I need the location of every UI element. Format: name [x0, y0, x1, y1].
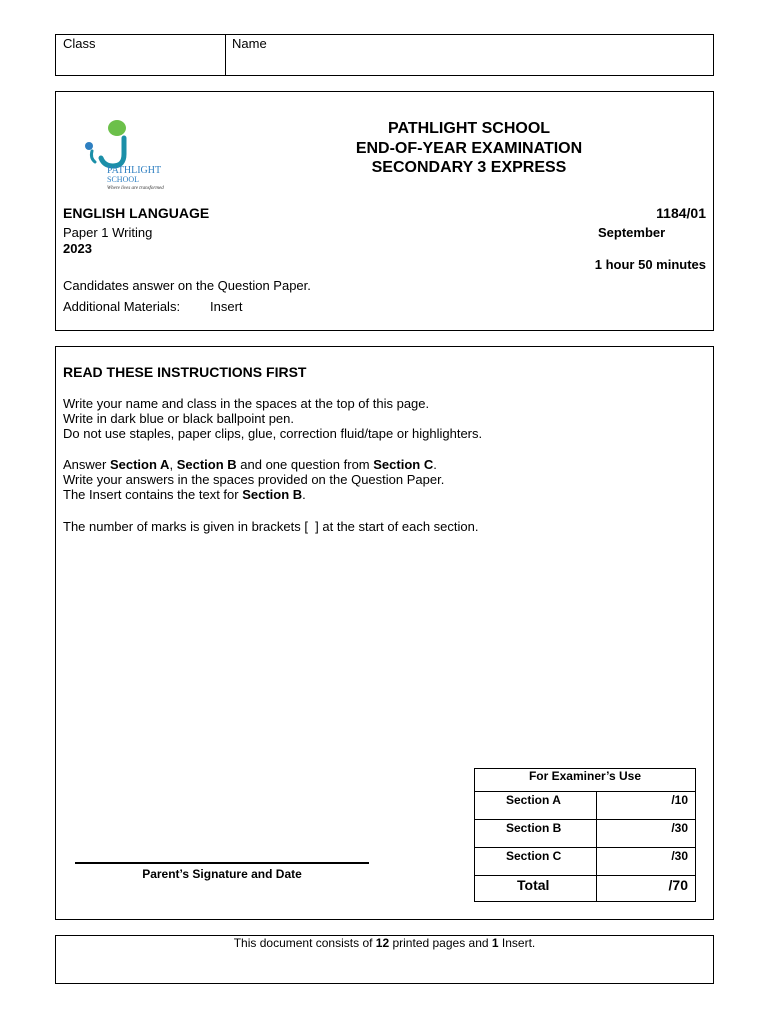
- school-logo: [80, 118, 190, 198]
- instruction-line: Write your answers in the spaces provided on the Question Paper.: [63, 472, 445, 487]
- additional-materials-label: Additional Materials:: [63, 299, 181, 314]
- exam-month: September: [598, 225, 666, 240]
- name-label: Name: [232, 36, 267, 51]
- section-marks: /30: [597, 820, 696, 848]
- additional-materials-value: Insert: [210, 299, 243, 314]
- instructions-heading: READ THESE INSTRUCTIONS FIRST: [63, 364, 307, 380]
- marks-note: The number of marks is given in brackets [ ] at the start of each section.: [63, 519, 479, 534]
- section-label: Section C: [475, 848, 597, 876]
- exam-title: [286, 119, 652, 178]
- instruction-line: The Insert contains the text for Section B.: [63, 487, 306, 502]
- title-line: PATHLIGHT SCHOOL: [387, 120, 551, 137]
- instruction-line: Write your name and class in the spaces at the top of this page.: [63, 396, 430, 411]
- class-label: Class: [63, 36, 96, 51]
- logo-tagline: Where lives are transformed: [107, 186, 164, 191]
- instruction-line: Do not use staples, paper clips, glue, correction fluid/tape or highlighters.: [63, 426, 483, 441]
- logo-name-line1: PATHLIGHT: [107, 165, 162, 176]
- divider: [225, 35, 226, 75]
- examiner-table: [474, 768, 696, 902]
- table-row: [475, 792, 696, 820]
- instructions-para1: [63, 396, 482, 441]
- header-box: [55, 91, 714, 331]
- logo-name-line2: SCHOOL: [107, 175, 140, 184]
- section-label: Section A: [475, 792, 597, 820]
- exam-year: 2023: [63, 241, 92, 256]
- table-row: [475, 848, 696, 876]
- footer-box: [55, 935, 714, 984]
- section-label: Section B: [475, 820, 597, 848]
- section-marks: /10: [597, 792, 696, 820]
- exam-duration: 1 hour 50 minutes: [594, 257, 706, 272]
- total-row: [475, 876, 696, 902]
- total-marks: /70: [597, 876, 696, 902]
- paper-name: Paper 1 Writing: [63, 225, 153, 240]
- instructions-para2: [63, 457, 444, 502]
- footer-note: This document consists of 12 printed pages and 1 Insert.: [233, 936, 536, 950]
- instructions-box: [55, 346, 714, 920]
- signature-label: Parent’s Signature and Date: [142, 867, 302, 881]
- subject-title: ENGLISH LANGUAGE: [63, 205, 210, 221]
- title-line: END-OF-YEAR EXAMINATION: [355, 139, 583, 157]
- total-label: Total: [475, 876, 597, 902]
- examiner-table-title: For Examiner’s Use: [475, 769, 696, 792]
- paper-code: 1184/01: [656, 205, 706, 221]
- instruction-line: Write in dark blue or black ballpoint pen.: [63, 411, 294, 426]
- instruction-line: Answer Section A, Section B and one question from Section C.: [63, 457, 437, 472]
- signature-line: [75, 862, 369, 864]
- class-name-box: [55, 34, 714, 76]
- title-line: SECONDARY 3 EXPRESS: [371, 159, 567, 176]
- candidates-note: Candidates answer on the Question Paper.: [63, 278, 311, 293]
- table-row: [475, 820, 696, 848]
- section-marks: /30: [597, 848, 696, 876]
